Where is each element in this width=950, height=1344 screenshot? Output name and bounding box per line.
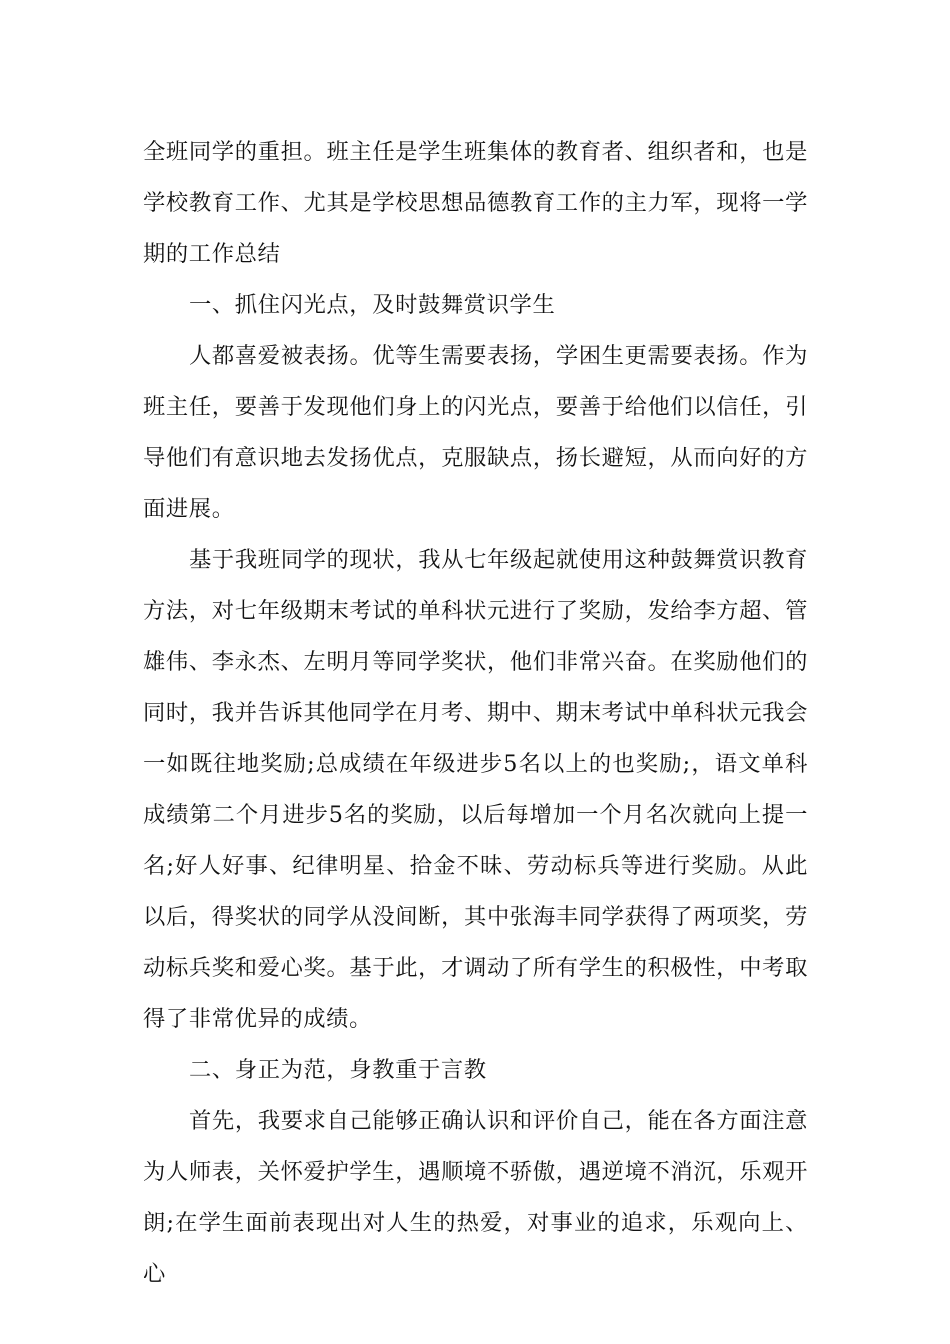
section-heading-2: 二、身正为范，身教重于言教 [189,1057,487,1083]
paragraph-praise: 人都喜爱被表扬。优等生需要表扬，学困生更需要表扬。作为班主任，要善于发现他们身上的闪光点，要善于给他们以信任，引导他们有意识地去发扬优点，克服缺点，扬长避短，从而向好的方面进展。 [143,343,808,522]
paragraph-continuation: 全班同学的重担。班主任是学生班集体的教育者、组织者和，也是学校教育工作、尤其是学校思想品德教育工作的主力军，现将一学期的工作总结 [143,139,808,267]
paragraph-self-example: 首先，我要求自己能够正确认识和评价自己，能在各方面注意为人师表，关怀爱护学生，遇顺境不骄傲，遇逆境不消沉，乐观开朗;在学生面前表现出对人生的热爱，对事业的追求，乐观向上、心 [143,1108,808,1287]
paragraph-rewards: 基于我班同学的现状，我从七年级起就使用这种鼓舞赏识教育方法，对七年级期末考试的单科状元进行了奖励，发给李方超、管雄伟、李永杰、左明月等同学奖状，他们非常兴奋。在奖励他们的同时，我并告诉其他同学在月考、期中、期末考试中单科状元我会一如既往地奖励;总成绩在年级进步5名以上的也奖励;，语文单科成绩第二个月进步5名的奖励，以后每增加一个月名次就向上提一名;好人好事、纪律明星、拾金不昧、劳动标兵等进行奖励。从此以后，得奖状的同学从没间断，其中张海丰同学获得了两项奖，劳动标兵奖和爱心奖。基于此，才调动了所有学生的积极性，中考取得了非常优异的成绩。 [143,547,808,1032]
document-body [143,127,808,1300]
section-heading-1: 一、抓住闪光点，及时鼓舞赏识学生 [189,292,556,318]
